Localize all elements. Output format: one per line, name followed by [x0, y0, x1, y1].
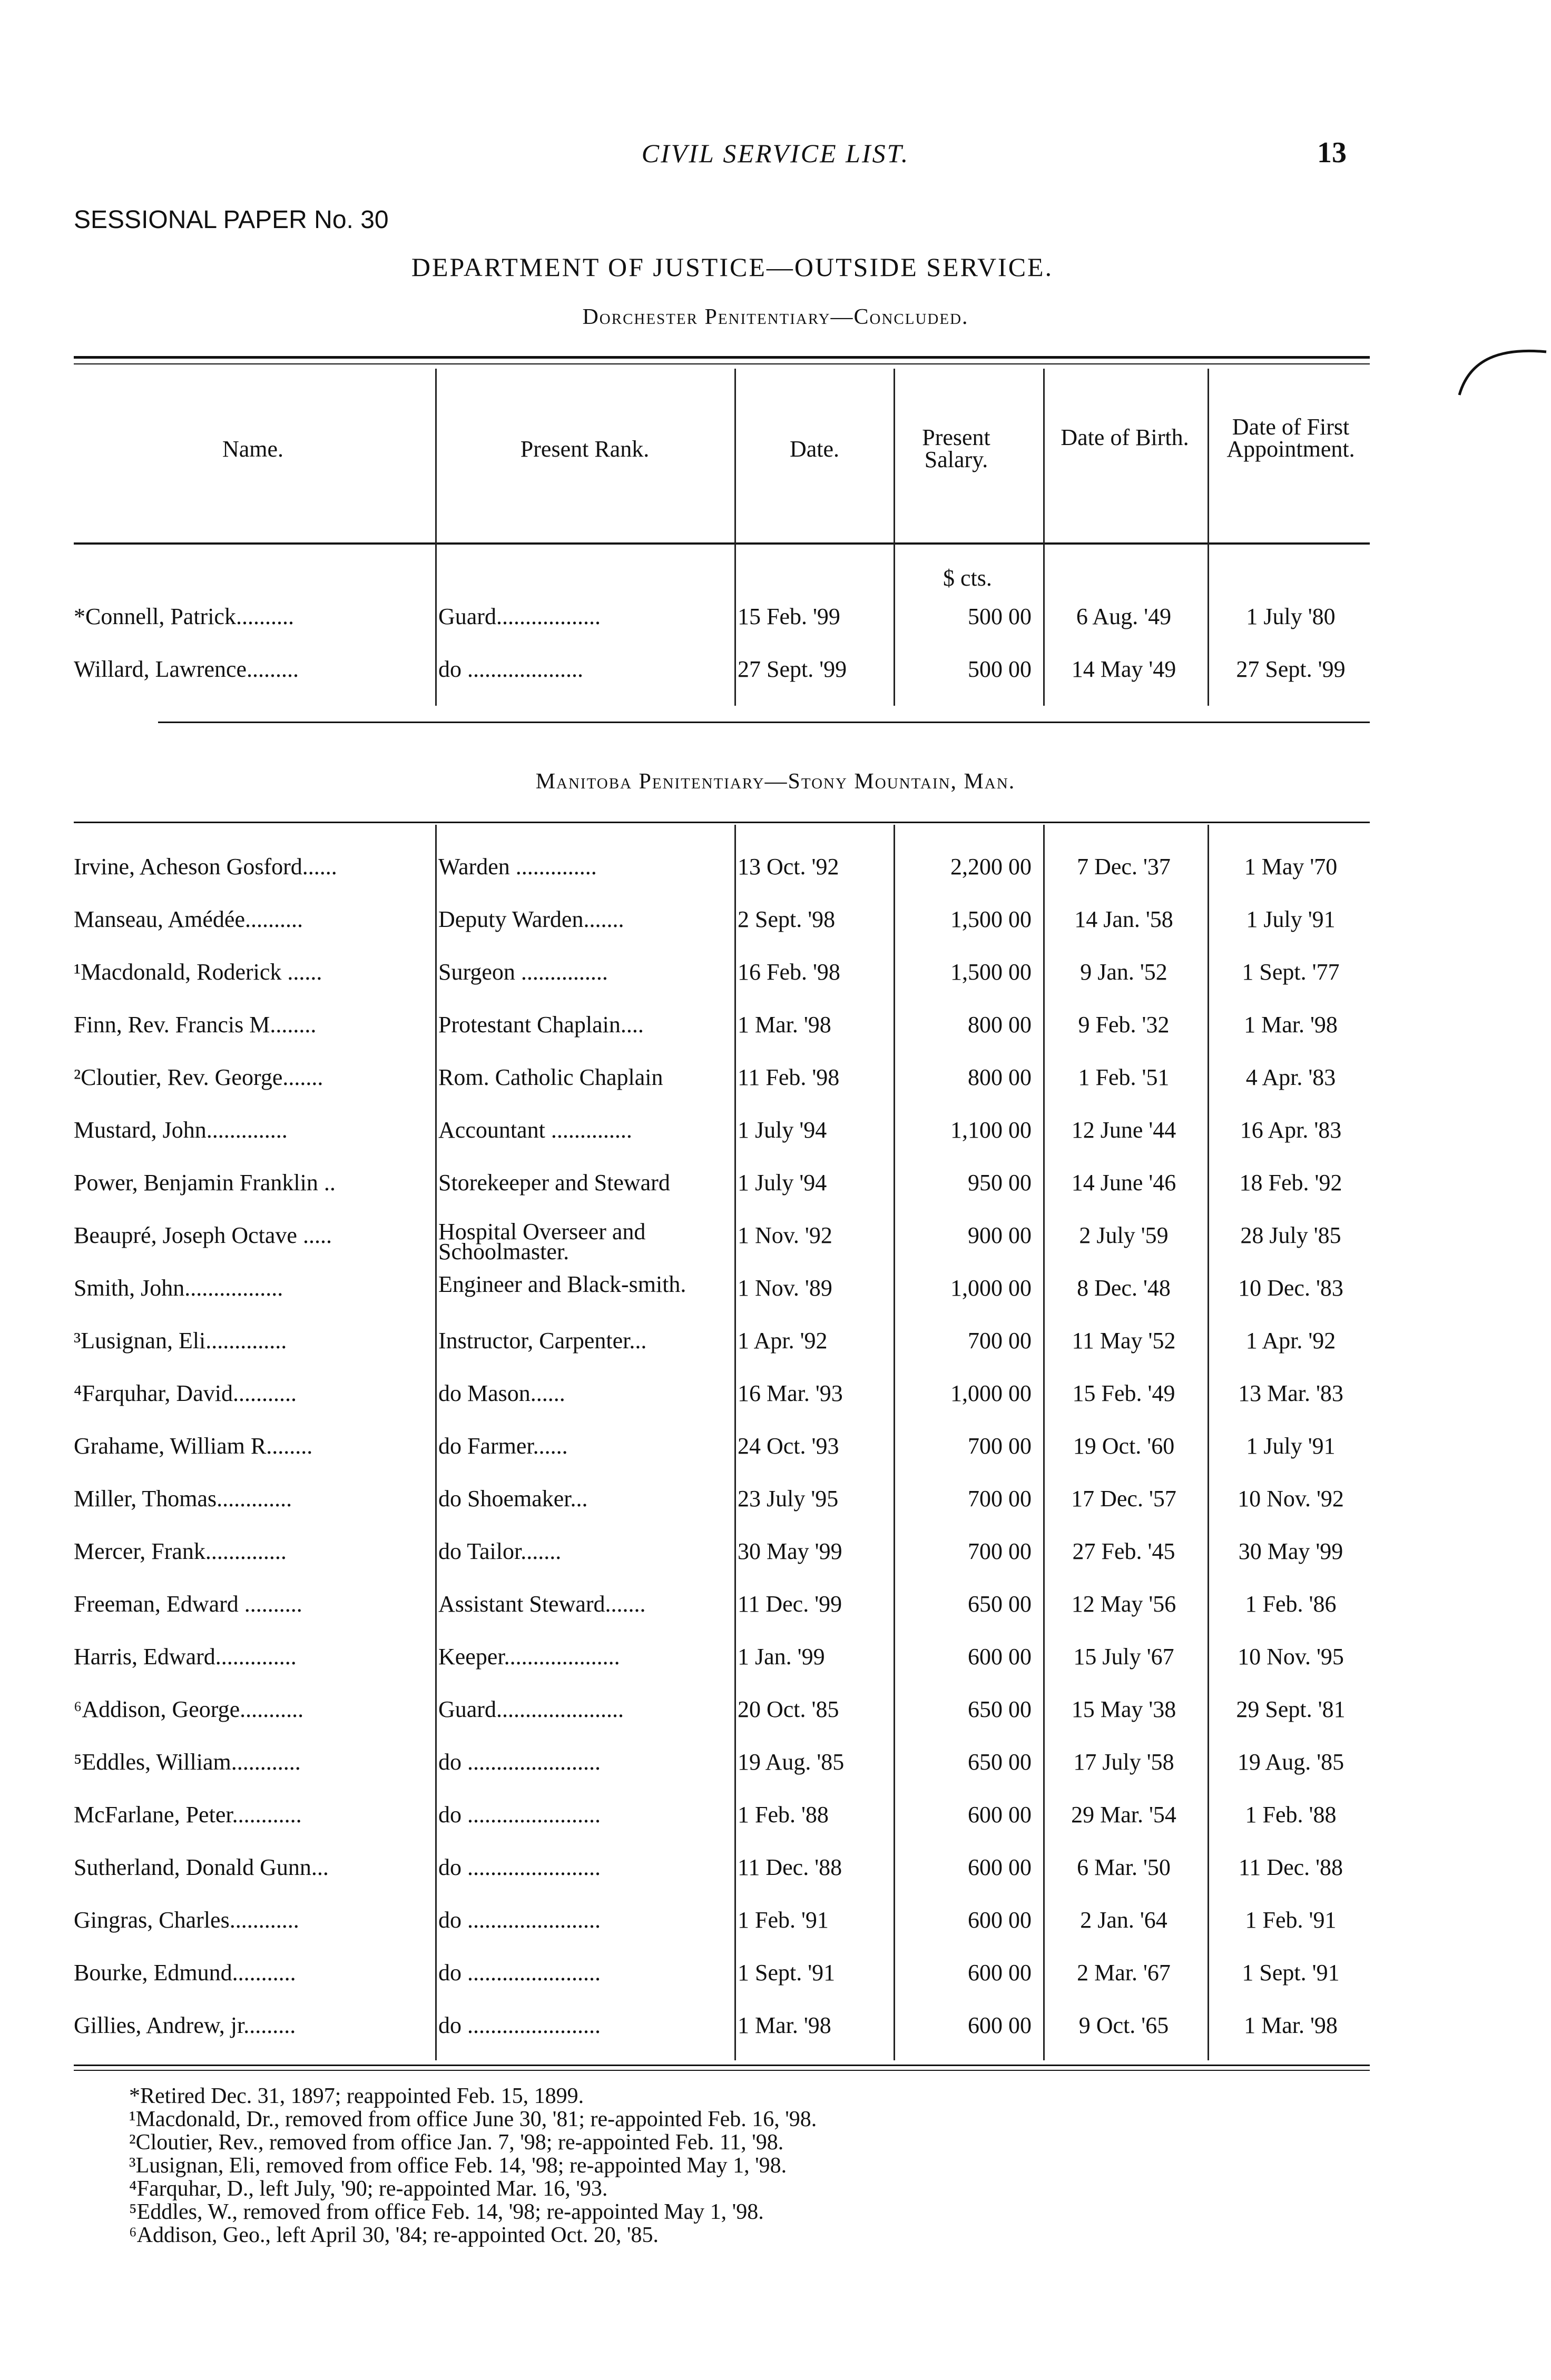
footnote: ²Cloutier, Rev., removed from office Jan. 7, '98; re-appointed Feb. 11, '98. — [129, 2130, 784, 2155]
birth-date-cell: 9 Feb. '32 — [1078, 1012, 1170, 1038]
column-header-appointment: Date of First Appointment. — [1226, 414, 1355, 462]
birth-date-cell: 14 June '46 — [1071, 1170, 1176, 1196]
salary-cell: 600 00 — [968, 1960, 1032, 1986]
table-row — [0, 656, 1551, 687]
birth-date-cell: 15 July '67 — [1073, 1644, 1174, 1670]
table-row — [0, 1643, 1551, 1675]
table-row — [0, 1696, 1551, 1727]
name-cell: Manseau, Amédée.......... — [74, 906, 303, 932]
birth-date-cell: 11 May '52 — [1072, 1328, 1176, 1354]
birth-date-cell: 9 Oct. '65 — [1078, 2012, 1169, 2038]
rank-cell: Warden .............. — [438, 854, 597, 880]
table-row — [0, 1959, 1551, 1991]
salary-cell: 600 00 — [968, 1854, 1032, 1880]
salary-cell: 700 00 — [968, 1433, 1032, 1459]
date-cell: 1 Mar. '98 — [738, 1012, 831, 1038]
date-cell: 1 Feb. '91 — [738, 1907, 829, 1933]
date-cell: 1 Apr. '92 — [738, 1328, 828, 1354]
salary-cell: 800 00 — [968, 1064, 1032, 1090]
name-cell: Gingras, Charles............ — [74, 1907, 299, 1933]
name-cell: McFarlane, Peter............ — [74, 1802, 302, 1828]
sessional-paper-label: SESSIONAL PAPER No. 30 — [74, 206, 389, 234]
salary-cell: 700 00 — [968, 1538, 1032, 1564]
date-cell: 27 Sept. '99 — [738, 656, 847, 682]
appointment-date-cell: 1 Feb. '86 — [1245, 1591, 1337, 1617]
date-cell: 23 July '95 — [738, 1486, 839, 1512]
table-row — [0, 959, 1551, 990]
name-cell: Willard, Lawrence......... — [74, 656, 299, 682]
rank-cell: do ....................... — [438, 1854, 601, 1880]
birth-date-cell: 9 Jan. '52 — [1080, 959, 1167, 985]
name-cell: Grahame, William R........ — [74, 1433, 313, 1459]
appointment-date-cell: 1 Apr. '92 — [1245, 1328, 1336, 1354]
footnote: ⁴Farquhar, D., left July, '90; re-appointed Mar. 16, '93. — [129, 2177, 608, 2201]
birth-date-cell: 12 May '56 — [1071, 1591, 1176, 1617]
salary-cell: 1,000 00 — [950, 1380, 1032, 1406]
table-row — [0, 1380, 1551, 1411]
name-cell: Mustard, John.............. — [74, 1117, 288, 1143]
birth-date-cell: 15 Feb. '49 — [1072, 1380, 1175, 1406]
salary-units: $ cts. — [943, 565, 992, 591]
date-cell: 2 Sept. '98 — [738, 906, 836, 932]
name-cell: Sutherland, Donald Gunn... — [74, 1854, 329, 1880]
table-row — [0, 1538, 1551, 1569]
margin-scribble — [1454, 337, 1549, 400]
column-header-salary: Present Salary. — [922, 424, 990, 472]
table-row — [0, 2012, 1551, 2043]
date-cell: 19 Aug. '85 — [738, 1749, 845, 1775]
table-row — [0, 1327, 1551, 1359]
appointment-date-cell: 16 Apr. '83 — [1240, 1117, 1342, 1143]
table-row — [0, 1907, 1551, 1938]
table-row — [0, 1011, 1551, 1043]
birth-date-cell: 17 Dec. '57 — [1071, 1486, 1176, 1512]
date-cell: 1 Feb. '88 — [738, 1802, 829, 1828]
salary-cell: 800 00 — [968, 1012, 1032, 1038]
rank-cell: do ....................... — [438, 1960, 601, 1986]
salary-cell: 700 00 — [968, 1486, 1032, 1512]
column-divider — [734, 369, 736, 706]
salary-cell: 900 00 — [968, 1222, 1032, 1248]
column-divider — [435, 369, 437, 706]
date-cell: 16 Mar. '93 — [738, 1380, 843, 1406]
date-cell: 30 May '99 — [738, 1538, 842, 1564]
column-divider — [894, 369, 895, 706]
rank-cell: Accountant .............. — [438, 1117, 632, 1143]
table-row — [0, 603, 1551, 635]
birth-date-cell: 14 May '49 — [1071, 656, 1176, 682]
salary-cell: 700 00 — [968, 1328, 1032, 1354]
salary-cell: 1,500 00 — [950, 906, 1032, 932]
date-cell: 1 July '94 — [738, 1170, 827, 1196]
name-cell: Smith, John................. — [74, 1275, 283, 1301]
appointment-date-cell: 1 Mar. '98 — [1244, 2012, 1338, 2038]
table-top-rule-thin — [74, 363, 1370, 364]
appointment-date-cell: 4 Apr. '83 — [1245, 1064, 1336, 1090]
name-cell: Power, Benjamin Franklin .. — [74, 1170, 336, 1196]
salary-cell: 600 00 — [968, 2012, 1032, 2038]
table-row — [0, 1854, 1551, 1885]
birth-date-cell: 1 Feb. '51 — [1078, 1064, 1170, 1090]
birth-date-cell: 2 Jan. '64 — [1080, 1907, 1167, 1933]
birth-date-cell: 6 Aug. '49 — [1076, 604, 1172, 629]
appointment-date-cell: 18 Feb. '92 — [1239, 1170, 1342, 1196]
salary-cell: 1,100 00 — [950, 1117, 1032, 1143]
rank-cell: Storekeeper and Steward — [438, 1170, 670, 1196]
rank-cell: do .................... — [438, 656, 583, 682]
salary-cell: 1,500 00 — [950, 959, 1032, 985]
date-cell: 11 Dec. '99 — [738, 1591, 842, 1617]
table-row — [0, 1801, 1551, 1833]
birth-date-cell: 7 Dec. '37 — [1077, 854, 1171, 880]
birth-date-cell: 6 Mar. '50 — [1077, 1854, 1171, 1880]
rank-cell: Guard.................. — [438, 604, 601, 629]
date-cell: 15 Feb. '99 — [738, 604, 840, 629]
footnote: ¹Macdonald, Dr., removed from office June 30, '81; re-appointed Feb. 16, '98. — [129, 2107, 817, 2131]
appointment-date-cell: 1 Feb. '88 — [1245, 1802, 1337, 1828]
date-cell: 1 Mar. '98 — [738, 2012, 831, 2038]
table-row — [0, 853, 1551, 885]
table-row — [0, 1271, 1551, 1306]
rank-cell: do ....................... — [438, 1802, 601, 1828]
rank-cell: Keeper.................... — [438, 1644, 620, 1670]
date-cell: 1 July '94 — [738, 1117, 827, 1143]
name-cell: Miller, Thomas............. — [74, 1486, 292, 1512]
table-row — [0, 1117, 1551, 1148]
footnote: ³Lusignan, Eli, removed from office Feb. 14, '98; re-appointed May 1, '98. — [129, 2154, 787, 2178]
table-row — [0, 906, 1551, 937]
salary-cell: 600 00 — [968, 1907, 1032, 1933]
appointment-date-cell: 19 Aug. '85 — [1237, 1749, 1344, 1775]
birth-date-cell: 19 Oct. '60 — [1073, 1433, 1175, 1459]
appointment-date-cell: 1 Feb. '91 — [1245, 1907, 1337, 1933]
rank-cell: do ....................... — [438, 1749, 601, 1775]
birth-date-cell: 2 July '59 — [1079, 1222, 1169, 1248]
table-row — [0, 1169, 1551, 1201]
rank-cell: do Tailor....... — [438, 1538, 562, 1564]
table-row — [0, 1485, 1551, 1517]
salary-cell: 500 00 — [968, 656, 1032, 682]
page-number: 13 — [1317, 136, 1347, 169]
table-bottom-rule-thin — [74, 2070, 1370, 2071]
date-cell: 20 Oct. '85 — [738, 1696, 839, 1722]
appointment-date-cell: 1 July '91 — [1246, 1433, 1336, 1459]
section-rule-2 — [74, 822, 1370, 823]
date-cell: 24 Oct. '93 — [738, 1433, 839, 1459]
footnotes — [129, 2085, 817, 2247]
appointment-date-cell: 1 July '80 — [1246, 604, 1336, 629]
section-rule — [158, 722, 1370, 723]
rank-cell: Protestant Chaplain.... — [438, 1012, 644, 1038]
rank-cell: Hospital Overseer and Schoolmaster. — [438, 1219, 646, 1265]
appointment-date-cell: 1 Sept. '91 — [1242, 1960, 1340, 1986]
rank-cell: Instructor, Carpenter... — [438, 1328, 647, 1354]
appointment-date-cell: 13 Mar. '83 — [1238, 1380, 1343, 1406]
salary-cell: 650 00 — [968, 1591, 1032, 1617]
date-cell: 11 Feb. '98 — [738, 1064, 840, 1090]
date-cell: 1 Nov. '89 — [738, 1275, 832, 1301]
appointment-date-cell: 10 Dec. '83 — [1238, 1275, 1343, 1301]
name-cell: Mercer, Frank.............. — [74, 1538, 287, 1564]
column-divider — [1043, 369, 1045, 706]
header-bottom-rule — [74, 542, 1370, 545]
birth-date-cell: 17 July '58 — [1073, 1749, 1174, 1775]
table-top-rule — [74, 356, 1370, 359]
column-header-date: Date. — [789, 436, 840, 462]
appointment-date-cell: 11 Dec. '88 — [1238, 1854, 1343, 1880]
salary-cell: 650 00 — [968, 1749, 1032, 1775]
date-cell: 13 Oct. '92 — [738, 854, 839, 880]
salary-cell: 950 00 — [968, 1170, 1032, 1196]
name-cell: Freeman, Edward .......... — [74, 1591, 302, 1617]
appointment-date-cell: 27 Sept. '99 — [1236, 656, 1346, 682]
column-header-rank: Present Rank. — [520, 436, 650, 462]
date-cell: 1 Jan. '99 — [738, 1644, 825, 1670]
birth-date-cell: 12 June '44 — [1071, 1117, 1176, 1143]
name-cell: *Connell, Patrick.......... — [74, 604, 294, 629]
appointment-date-cell: 1 Sept. '77 — [1242, 959, 1340, 985]
birth-date-cell: 27 Feb. '45 — [1072, 1538, 1175, 1564]
appointment-date-cell: 10 Nov. '95 — [1238, 1644, 1344, 1670]
appointment-date-cell: 29 Sept. '81 — [1236, 1696, 1346, 1722]
date-cell: 16 Feb. '98 — [738, 959, 840, 985]
footnote: ⁵Eddles, W., removed from office Feb. 14, '98; re-appointed May 1, '98. — [129, 2200, 764, 2224]
footnote: *Retired Dec. 31, 1897; reappointed Feb. 15, 1899. — [129, 2084, 584, 2108]
salary-cell: 600 00 — [968, 1802, 1032, 1828]
appointment-date-cell: 1 May '70 — [1244, 854, 1338, 880]
rank-cell: do Shoemaker... — [438, 1486, 588, 1512]
name-cell: Irvine, Acheson Gosford...... — [74, 854, 337, 880]
salary-cell: 1,000 00 — [950, 1275, 1032, 1301]
salary-cell: 650 00 — [968, 1696, 1032, 1722]
rank-cell: Assistant Steward....... — [438, 1591, 646, 1617]
column-header-name: Name. — [222, 436, 284, 462]
name-cell: ¹Macdonald, Roderick ...... — [74, 959, 322, 985]
name-cell: ³Lusignan, Eli.............. — [74, 1328, 287, 1354]
birth-date-cell: 14 Jan. '58 — [1074, 906, 1173, 932]
name-cell: ²Cloutier, Rev. George....... — [74, 1064, 323, 1090]
subsection-manitoba: Manitoba Penitentiary—Stony Mountain, Man. — [535, 769, 1016, 794]
salary-cell: 600 00 — [968, 1644, 1032, 1670]
rank-cell: do ....................... — [438, 1907, 601, 1933]
footnote: ⁶Addison, Geo., left April 30, '84; re-appointed Oct. 20, '85. — [129, 2223, 659, 2247]
department-heading: DEPARTMENT OF JUSTICE—OUTSIDE SERVICE. — [411, 252, 1054, 282]
date-cell: 1 Sept. '91 — [738, 1960, 836, 1986]
birth-date-cell: 2 Mar. '67 — [1077, 1960, 1171, 1986]
table-row — [0, 1064, 1551, 1095]
name-cell: ⁵Eddles, William............ — [74, 1749, 301, 1775]
column-divider — [1208, 369, 1209, 706]
table-row — [0, 1433, 1551, 1464]
name-cell: Harris, Edward.............. — [74, 1644, 297, 1670]
name-cell: Bourke, Edmund........... — [74, 1960, 296, 1986]
column-header-birth: Date of Birth. — [1061, 424, 1189, 450]
rank-cell: Engineer and Black-smith. — [438, 1271, 686, 1297]
date-cell: 1 Nov. '92 — [738, 1222, 832, 1248]
name-cell: Gillies, Andrew, jr......... — [74, 2012, 296, 2038]
table-row — [0, 1749, 1551, 1780]
appointment-date-cell: 1 July '91 — [1246, 906, 1336, 932]
appointment-date-cell: 28 July '85 — [1240, 1222, 1341, 1248]
birth-date-cell: 29 Mar. '54 — [1071, 1802, 1176, 1828]
birth-date-cell: 8 Dec. '48 — [1077, 1275, 1171, 1301]
subsection-dorchester: Dorchester Penitentiary—Concluded. — [582, 305, 969, 329]
name-cell: Finn, Rev. Francis M........ — [74, 1012, 317, 1038]
table-bottom-rule — [74, 2065, 1370, 2066]
salary-cell: 2,200 00 — [950, 854, 1032, 880]
rank-cell: do Farmer...... — [438, 1433, 568, 1459]
name-cell: Beaupré, Joseph Octave ..... — [74, 1222, 332, 1248]
rank-cell: Rom. Catholic Chaplain — [438, 1064, 663, 1090]
rank-cell: Deputy Warden....... — [438, 906, 624, 932]
rank-cell: Guard...................... — [438, 1696, 624, 1722]
running-title: CIVIL SERVICE LIST. — [641, 139, 910, 168]
table-row — [0, 1591, 1551, 1622]
salary-cell: 500 00 — [968, 604, 1032, 629]
date-cell: 11 Dec. '88 — [738, 1854, 842, 1880]
rank-cell: Surgeon ............... — [438, 959, 608, 985]
name-cell: ⁶Addison, George........... — [74, 1696, 304, 1722]
rank-cell: do Mason...... — [438, 1380, 565, 1406]
table-row — [0, 1219, 1551, 1265]
appointment-date-cell: 30 May '99 — [1238, 1538, 1343, 1564]
appointment-date-cell: 1 Mar. '98 — [1244, 1012, 1338, 1038]
rank-cell: do ....................... — [438, 2012, 601, 2038]
name-cell: ⁴Farquhar, David........... — [74, 1380, 297, 1406]
birth-date-cell: 15 May '38 — [1071, 1696, 1176, 1722]
appointment-date-cell: 10 Nov. '92 — [1238, 1486, 1344, 1512]
